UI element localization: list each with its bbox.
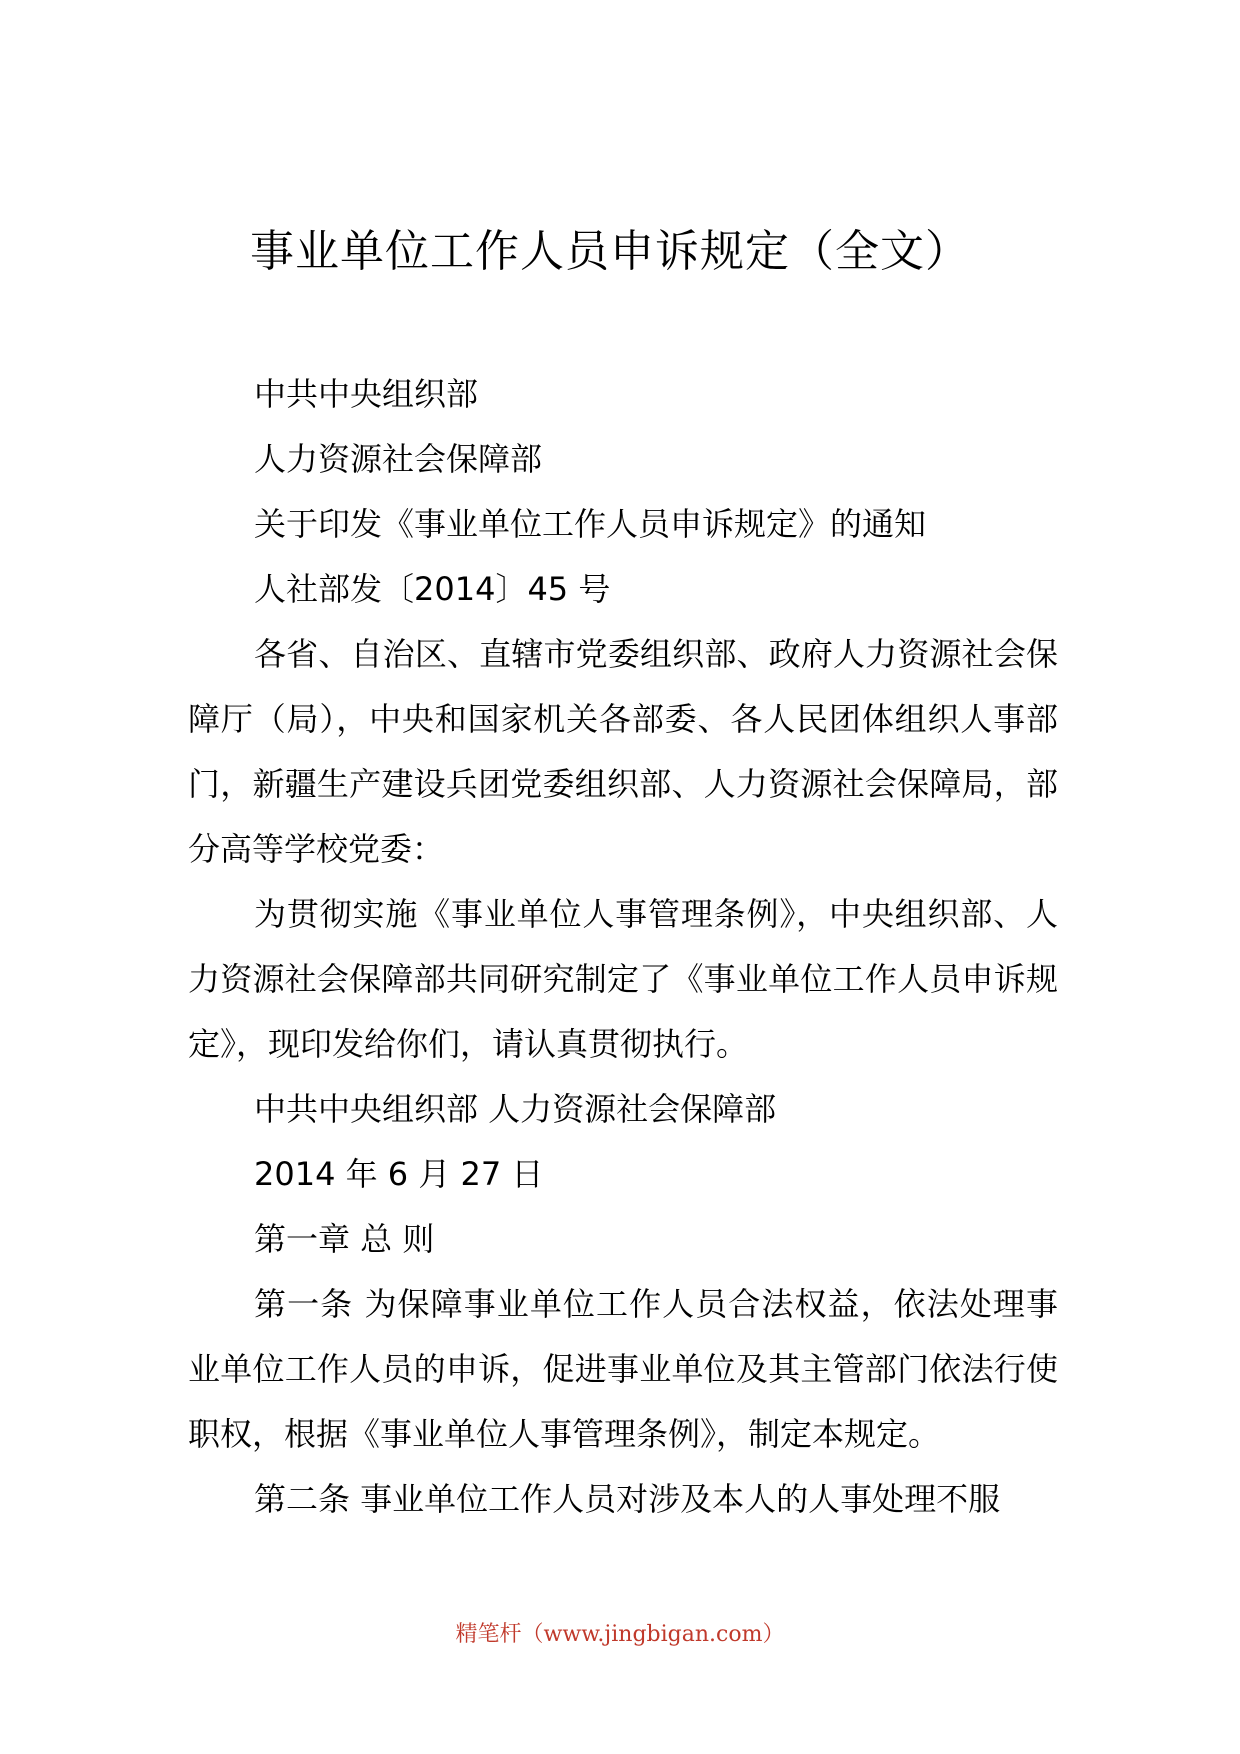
document-body <box>188 362 1058 1532</box>
date-line: 2014 年 6 月 27 日 <box>254 1155 544 1193</box>
article-1: 第一条 为保障事业单位工作人员合法权益，依法处理事业单位工作人员的申诉，促进事业单位及其主管部门依法行使职权，根据《事业单位人事管理条例》，制定本规定。 <box>188 1285 1058 1453</box>
chapter-heading: 第一章 总 则 <box>254 1220 435 1258</box>
recipients-paragraph: 各省、自治区、直辖市党委组织部、政府人力资源社会保障厅（局），中央和国家机关各部委、各人民团体组织人事部门，新疆生产建设兵团党委组织部、人力资源社会保障局，部分高等学校党委： <box>188 635 1058 868</box>
issuing-org-1: 中共中央组织部 <box>254 375 479 413</box>
article-2: 第二条 事业单位工作人员对涉及本人的人事处理不服 <box>254 1480 1001 1518</box>
notice-title: 关于印发《事业单位工作人员申诉规定》的通知 <box>254 505 927 543</box>
document-title: 事业单位工作人员申诉规定（全文） <box>250 226 970 277</box>
signers-line: 中共中央组织部 人力资源社会保障部 <box>254 1090 777 1128</box>
purpose-paragraph: 为贯彻实施《事业单位人事管理条例》，中央组织部、人力资源社会保障部共同研究制定了《事业单位工作人员申诉规定》，现印发给你们，请认真贯彻执行。 <box>188 895 1058 1063</box>
watermark-footer: 精笔杆（www.jingbigan.com） <box>455 1622 785 1647</box>
issuing-org-2: 人力资源社会保障部 <box>254 440 543 478</box>
document-number: 人社部发〔2014〕45 号 <box>254 570 611 608</box>
